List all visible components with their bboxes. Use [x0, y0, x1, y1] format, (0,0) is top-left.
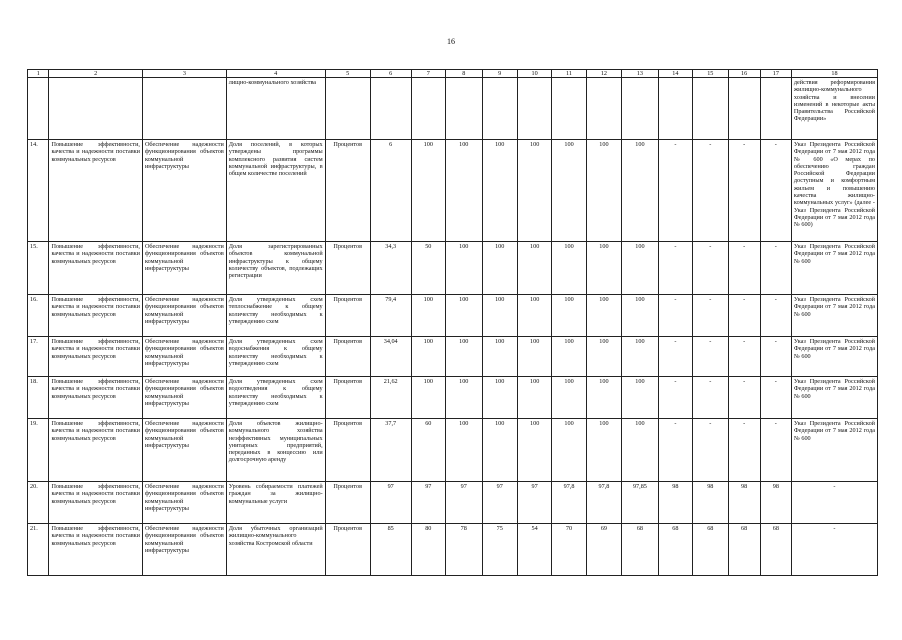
table-row — [28, 78, 878, 140]
value-cell: 100 — [445, 295, 482, 337]
value-cell: 100 — [445, 377, 482, 419]
row-number-cell: 18. — [28, 377, 49, 419]
empty-cell — [482, 78, 517, 140]
value-cell: 100 — [552, 242, 586, 295]
empty-cell — [142, 78, 226, 140]
page-number: 16 — [447, 37, 455, 46]
value-cell: - — [693, 242, 728, 295]
value-cell: - — [693, 337, 728, 377]
value-cell: - — [728, 295, 760, 337]
value-cell: 100 — [622, 140, 659, 242]
value-cell: 68 — [658, 524, 692, 576]
empty-cell — [517, 78, 551, 140]
column-header-15: 15 — [693, 70, 728, 78]
indicator-cell: Доля утвержденных схем теплоснабжение к общему количеству необходимых к утверждению схем — [226, 295, 325, 337]
indicator-cell: Доля объектов жилищно-коммунального хозяйства неэффективных муниципальных унитарных предприятий, переданных в концессию или долгосрочную аренду — [226, 419, 325, 482]
value-cell: 100 — [552, 337, 586, 377]
goal-cell: Повышение эффективности, качества и надежности поставки коммунальных ресурсов — [49, 140, 142, 242]
value-cell: 97,8 — [552, 482, 586, 524]
value-cell: 100 — [552, 295, 586, 337]
value-cell: 100 — [445, 242, 482, 295]
column-header-14: 14 — [658, 70, 692, 78]
value-cell: - — [728, 337, 760, 377]
value-cell: 97 — [517, 482, 551, 524]
row-number-cell: 17. — [28, 337, 49, 377]
table-row — [28, 337, 878, 377]
indicator-cell: Доля утвержденных схем водоснабжения к общему количеству необходимых к утверждению схем — [226, 337, 325, 377]
indicator-cell: Доля зарегистрированных объектов коммунальной инфраструктуры к общему количеству объектов, подлежащих регистрации — [226, 242, 325, 295]
basis-cell: Указ Президента Российской Федерации от 7 мая 2012 года № 600 — [791, 337, 877, 377]
goal-cell: Повышение эффективности, качества и надежности поставки коммунальных ресурсов — [49, 419, 142, 482]
column-header-17: 17 — [760, 70, 791, 78]
empty-cell — [586, 78, 621, 140]
value-cell: 100 — [586, 377, 621, 419]
column-header-7: 7 — [411, 70, 445, 78]
unit-cell: Процентов — [325, 140, 370, 242]
basis-cell: Указ Президента Российской Федерации от 7 мая 2012 года № 600 — [791, 242, 877, 295]
task-cell: Обеспечение надежности функционирования объектов коммунальной инфраструктуры — [142, 482, 226, 524]
goal-cell: Повышение эффективности, качества и надежности поставки коммунальных ресурсов — [49, 524, 142, 576]
value-cell: 100 — [517, 419, 551, 482]
value-cell: 100 — [622, 419, 659, 482]
value-cell: 85 — [370, 524, 411, 576]
value-cell: 34,3 — [370, 242, 411, 295]
value-cell: 79,4 — [370, 295, 411, 337]
table-row — [28, 419, 878, 482]
table-row — [28, 140, 878, 242]
value-cell: 100 — [411, 337, 445, 377]
value-cell: 97 — [370, 482, 411, 524]
value-cell: 100 — [552, 419, 586, 482]
value-cell: - — [760, 337, 791, 377]
basis-cell: Указ Президента Российской Федерации от 7 мая 2012 года № 600 — [791, 377, 877, 419]
value-cell: 100 — [411, 377, 445, 419]
value-cell: 97 — [482, 482, 517, 524]
value-cell: 100 — [517, 295, 551, 337]
value-cell: 100 — [622, 377, 659, 419]
goal-cell: Повышение эффективности, качества и надежности поставки коммунальных ресурсов — [49, 242, 142, 295]
row-number-cell: 21. — [28, 524, 49, 576]
value-cell: 78 — [445, 524, 482, 576]
value-cell: 100 — [411, 295, 445, 337]
column-header-2: 2 — [49, 70, 142, 78]
empty-cell — [370, 78, 411, 140]
goal-cell: Повышение эффективности, качества и надежности поставки коммунальных ресурсов — [49, 377, 142, 419]
value-cell: - — [728, 419, 760, 482]
value-cell: - — [693, 377, 728, 419]
basis-cell: Указ Президента Российской Федерации от 7 мая 2012 года № 600 — [791, 419, 877, 482]
empty-cell — [49, 78, 142, 140]
indicator-cell: Доля убыточных организаций жилищно-коммунального хозяйства Костромской области — [226, 524, 325, 576]
value-cell: - — [658, 419, 692, 482]
value-cell: 100 — [445, 337, 482, 377]
table-row — [28, 242, 878, 295]
value-cell: 100 — [552, 140, 586, 242]
indicator-cell: Доля утвержденных схем водоотведения к общему количеству необходимых к утверждению схем — [226, 377, 325, 419]
value-cell: 68 — [693, 524, 728, 576]
value-cell: 100 — [622, 242, 659, 295]
column-header-1: 1 — [28, 70, 49, 78]
empty-cell — [552, 78, 586, 140]
value-cell: 21,62 — [370, 377, 411, 419]
value-cell: 68 — [728, 524, 760, 576]
column-header-16: 16 — [728, 70, 760, 78]
column-header-5: 5 — [325, 70, 370, 78]
value-cell: 68 — [622, 524, 659, 576]
value-cell: 37,7 — [370, 419, 411, 482]
value-cell: - — [658, 377, 692, 419]
task-cell: Обеспечение надежности функционирования объектов коммунальной инфраструктуры — [142, 377, 226, 419]
goal-cell: Повышение эффективности, качества и надежности поставки коммунальных ресурсов — [49, 295, 142, 337]
table-row — [28, 524, 878, 576]
task-cell: Обеспечение надежности функционирования объектов коммунальной инфраструктуры — [142, 337, 226, 377]
value-cell: 97 — [411, 482, 445, 524]
value-cell: 100 — [517, 242, 551, 295]
value-cell: 100 — [586, 295, 621, 337]
task-cell: Обеспечение надежности функционирования объектов коммунальной инфраструктуры — [142, 140, 226, 242]
task-cell: Обеспечение надежности функционирования объектов коммунальной инфраструктуры — [142, 295, 226, 337]
row-number-cell: 20. — [28, 482, 49, 524]
basis-cell: - — [791, 524, 877, 576]
value-cell: - — [658, 337, 692, 377]
indicator-cell: лищно-коммунального хозяйства — [226, 78, 325, 140]
empty-cell — [325, 78, 370, 140]
value-cell: 100 — [445, 419, 482, 482]
value-cell: - — [760, 242, 791, 295]
row-number-cell: 19. — [28, 419, 49, 482]
value-cell: 100 — [552, 377, 586, 419]
value-cell: 98 — [728, 482, 760, 524]
value-cell: - — [760, 377, 791, 419]
unit-cell: Процентов — [325, 419, 370, 482]
value-cell: - — [728, 242, 760, 295]
basis-cell: - — [791, 482, 877, 524]
value-cell: 100 — [482, 337, 517, 377]
value-cell: 70 — [552, 524, 586, 576]
indicator-cell: Доля поселений, в которых утверждены программы комплексного развития систем коммунальной инфраструктуры, в общем количестве поселений — [226, 140, 325, 242]
value-cell: 50 — [411, 242, 445, 295]
value-cell: 100 — [622, 337, 659, 377]
column-header-13: 13 — [622, 70, 659, 78]
empty-cell — [411, 78, 445, 140]
value-cell: 100 — [517, 377, 551, 419]
task-cell: Обеспечение надежности функционирования объектов коммунальной инфраструктуры — [142, 524, 226, 576]
value-cell: 100 — [411, 140, 445, 242]
value-cell: 6 — [370, 140, 411, 242]
row-number-cell: 15. — [28, 242, 49, 295]
empty-cell — [445, 78, 482, 140]
basis-cell: Указ Президента Российской Федерации от 7 мая 2012 года № 600 — [791, 295, 877, 337]
column-header-4: 4 — [226, 70, 325, 78]
value-cell: - — [658, 295, 692, 337]
empty-cell — [622, 78, 659, 140]
value-cell: 100 — [586, 242, 621, 295]
table-header — [28, 70, 878, 78]
row-number-cell: 14. — [28, 140, 49, 242]
unit-cell: Процентов — [325, 295, 370, 337]
unit-cell: Процентов — [325, 242, 370, 295]
empty-cell — [693, 78, 728, 140]
column-header-12: 12 — [586, 70, 621, 78]
value-cell: 100 — [586, 419, 621, 482]
value-cell: 97 — [445, 482, 482, 524]
goal-cell: Повышение эффективности, качества и надежности поставки коммунальных ресурсов — [49, 337, 142, 377]
task-cell: Обеспечение надежности функционирования объектов коммунальной инфраструктуры — [142, 242, 226, 295]
value-cell: 54 — [517, 524, 551, 576]
unit-cell: Процентов — [325, 524, 370, 576]
row-number-cell: 16. — [28, 295, 49, 337]
value-cell: - — [693, 295, 728, 337]
value-cell: 100 — [517, 140, 551, 242]
value-cell: - — [693, 140, 728, 242]
unit-cell: Процентов — [325, 377, 370, 419]
value-cell: - — [760, 140, 791, 242]
indicator-cell: Уровень собираемости платежей граждан за жилищно-коммунальные услуги — [226, 482, 325, 524]
value-cell: 100 — [445, 140, 482, 242]
basis-cell: Указ Президента Российской Федерации от 7 мая 2012 года № 600 «О мерах по обеспечению граждан Российской Федерации доступным и комфортным жильем и повышению качества жилищно-коммунальных услуг» (далее - Указ Президента Российской Федерации от 7 мая 2012 года № 600) — [791, 140, 877, 242]
column-header-8: 8 — [445, 70, 482, 78]
indicators-table — [27, 69, 878, 576]
value-cell: - — [728, 377, 760, 419]
goal-cell: Повышение эффективности, качества и надежности поставки коммунальных ресурсов — [49, 482, 142, 524]
value-cell: - — [693, 419, 728, 482]
value-cell: 100 — [482, 242, 517, 295]
value-cell: 100 — [586, 140, 621, 242]
empty-cell — [658, 78, 692, 140]
value-cell: 68 — [760, 524, 791, 576]
value-cell: 75 — [482, 524, 517, 576]
empty-cell — [728, 78, 760, 140]
unit-cell: Процентов — [325, 337, 370, 377]
value-cell: - — [728, 140, 760, 242]
value-cell: 98 — [760, 482, 791, 524]
value-cell: 69 — [586, 524, 621, 576]
column-header-6: 6 — [370, 70, 411, 78]
table-row — [28, 377, 878, 419]
value-cell: 100 — [482, 295, 517, 337]
value-cell: - — [760, 295, 791, 337]
value-cell: 100 — [482, 377, 517, 419]
task-cell: Обеспечение надежности функционирования объектов коммунальной инфраструктуры — [142, 419, 226, 482]
value-cell: 34,04 — [370, 337, 411, 377]
unit-cell: Процентов — [325, 482, 370, 524]
value-cell: 98 — [658, 482, 692, 524]
column-header-18: 18 — [791, 70, 877, 78]
value-cell: - — [658, 242, 692, 295]
empty-cell — [760, 78, 791, 140]
column-header-11: 11 — [552, 70, 586, 78]
value-cell: 97,85 — [622, 482, 659, 524]
value-cell: - — [760, 419, 791, 482]
value-cell: 97,8 — [586, 482, 621, 524]
value-cell: 100 — [482, 419, 517, 482]
value-cell: 100 — [482, 140, 517, 242]
column-header-10: 10 — [517, 70, 551, 78]
value-cell: 100 — [586, 337, 621, 377]
basis-cell: действия реформирования жилищно-коммунального хозяйства и внесении изменений в некоторые акты Правительства Российской Федерации» — [791, 78, 877, 140]
value-cell: 60 — [411, 419, 445, 482]
empty-cell — [28, 78, 49, 140]
table-row — [28, 482, 878, 524]
value-cell: 98 — [693, 482, 728, 524]
value-cell: - — [658, 140, 692, 242]
column-header-3: 3 — [142, 70, 226, 78]
value-cell: 100 — [622, 295, 659, 337]
column-header-9: 9 — [482, 70, 517, 78]
table-row — [28, 295, 878, 337]
value-cell: 100 — [517, 337, 551, 377]
value-cell: 80 — [411, 524, 445, 576]
